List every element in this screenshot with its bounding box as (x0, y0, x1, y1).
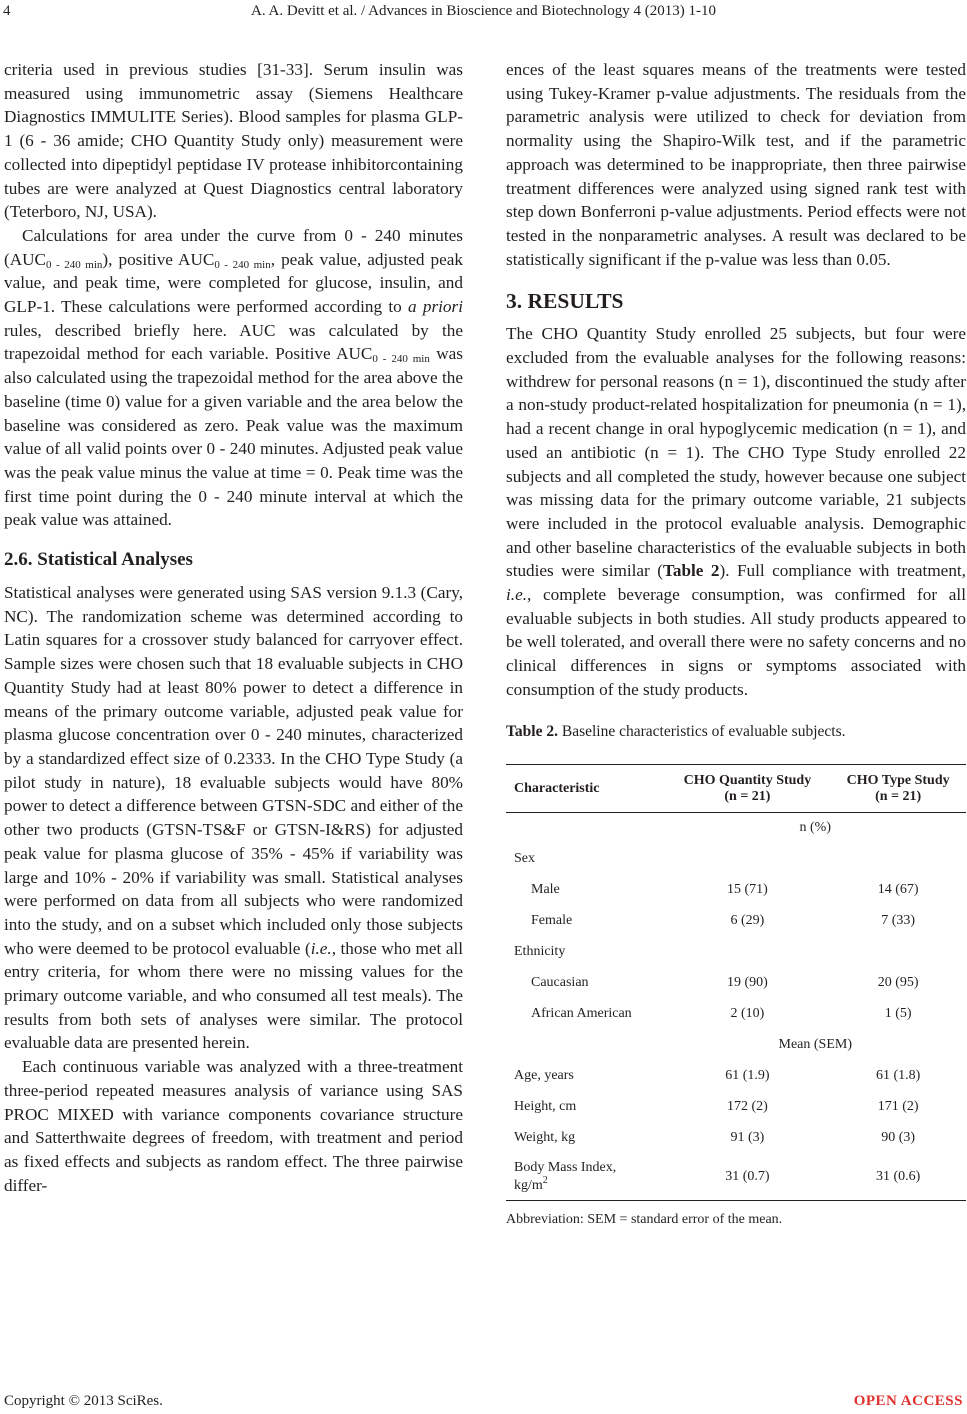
text-run: , peak value, adjusted peak value, and peak time, were completed for glucose, insulin, and GLP-1. These calculations were performed according to (4, 249, 464, 317)
paragraph-statistical-analyses (4, 581, 463, 1055)
text-run: , those who met all entry criteria, for whom there were no missing values for the primary outcome variable, and who consumed all test meals). The results from both sets of analyses were similar. The protocol evaluable data are presented herein. (4, 938, 463, 1053)
baseline-characteristics-table (506, 764, 966, 1201)
text-run: ). Full compliance with treatment, (719, 561, 966, 581)
table-row (506, 1154, 966, 1201)
row-label: Weight, kg (514, 1130, 576, 1146)
cell-value: 31 (0.7) (725, 1168, 770, 1184)
text-run: Calculations for area under the curve from 0 - 240 minutes (AUC (4, 225, 463, 269)
subscript: 0 - 240 min (46, 258, 103, 271)
cell-value: 14 (67) (877, 882, 919, 898)
text-run: was also calculated using the trapezoidal method for the area above the baseline (time 0) value for a given variable and the area below the baseline was considered as zero. Peak value was the maximum value of all valid points over 0 - 240 minutes. Adjusted peak value was the peak value minus the value at time = 0. Peak time was the first time point during the 0 - 240 minute interval at which the peak value was attained. (4, 344, 463, 530)
paragraph-results (506, 322, 966, 701)
table-row (506, 999, 966, 1030)
text-run: The CHO Quantity Study enrolled 25 subjects, but four were excluded from the evaluable analyses for the following reasons: withdrew for personal reasons (n = 1), discontinued the study after a non-study product-related hospitalization for pneumonia (n = 1), had a recent change in oral hypoglycemic medication (n = 1), and used an antibiotic (n = 1). The CHO Type Study enrolled 22 subjects and all completed the study, however because one subject was missing data for the primary outcome variable, 21 subjects were included in the protocol evaluable analysis. Demographic and other baseline characteristics of the evaluable subjects in both studies were similar ( (506, 324, 966, 581)
italic-text: a priori (408, 297, 463, 317)
column-header-text: CHO Type Study (846, 772, 950, 788)
table-row (506, 1061, 966, 1092)
row-label-line: Body Mass Index, (514, 1159, 617, 1175)
cell-value: 172 (2) (727, 1099, 768, 1115)
section-heading-results: 3. RESULTS (506, 289, 624, 314)
table-caption-text: Baseline characteristics of evaluable subjects. (557, 722, 846, 740)
section-label-mean-sem: Mean (SEM) (778, 1037, 853, 1053)
cell-value: 91 (3) (730, 1130, 765, 1146)
left-column (4, 58, 463, 1197)
text-run: ), positive AUC (102, 249, 215, 269)
open-access-label: OPEN ACCESS (853, 1393, 963, 1409)
table-row (506, 1123, 966, 1154)
table-row (506, 906, 966, 937)
table-section-row (506, 1030, 966, 1061)
right-column (506, 58, 966, 1229)
cell-value: 2 (10) (730, 1006, 765, 1022)
subscript: 0 - 240 min (372, 353, 430, 366)
paragraph-pairwise-differences: ences of the least squares means of the treatments were tested using Tukey-Kramer p-value adjustments. The residuals from the parametric analysis were utilized to check for deviation from normality using the Shapiro-Wilk test, and if the parametric approach was determined to be inappropriate, then three pairwise treatment differences were analyzed using signed rank test with step down Bonferroni p-value adjustments. Period effects were not tested in the nonparametric analyses. A result was declared to be statistically significant if the p-value was less than 0.05. (506, 60, 966, 269)
cell-value: 90 (3) (881, 1130, 916, 1146)
column-header-cho-type (830, 764, 966, 812)
column-header-n: (n = 21) (724, 788, 771, 804)
page-number: 4 (3, 3, 11, 19)
text-run: Statistical analyses were generated using SAS version 9.1.3 (Cary, NC). The randomization scheme was determined according to Latin squares for a crossover study balanced for carryover effect. Sample sizes were chosen such that 18 evaluable subjects in CHO Quantity Study had at least 80% power to detect a difference in means of the primary outcome variable, adjusted peak value for plasma glucose concentration over 0 - 240 minutes, characterized by a standardized effect size of 0.2333. In the CHO Type Study (a pilot study in nature), 18 evaluable subjects would have 80% power to detect a difference between GTSN-SDC and either of the other two products (GTSN-TS&F or GTSN-I&RS) for adjusted peak value for plasma glucose of 35% - 45% if variability was large and 10% - 20% if variability was small. Statistical analyses were performed on data from all subjects who were randomized into the study, and on a subset which included only those subjects who were deemed to be protocol evaluable ( (4, 583, 463, 958)
table-section-row (506, 812, 966, 844)
table-header-row (506, 764, 966, 812)
cell-value: 7 (33) (881, 913, 916, 929)
cell-value: 61 (1.8) (875, 1068, 921, 1084)
cell-value: 15 (71) (727, 882, 768, 898)
cell-value: 20 (95) (877, 975, 919, 991)
group-label-sex: Sex (514, 851, 535, 867)
superscript: 2 (542, 1174, 548, 1186)
column-header-n: (n = 21) (875, 788, 922, 804)
running-head: A. A. Devitt et al. / Advances in Bioscience and Biotechnology 4 (2013) 1-10 (251, 3, 716, 19)
row-label (506, 1154, 665, 1201)
row-label: Female (531, 913, 573, 929)
cell-value: 1 (5) (884, 1006, 912, 1022)
paragraph-anova: Each continuous variable was analyzed with a three-treatment three-period repeated measures analysis of variance using SAS PROC MIXED with variance components covariance structure and Satterthwaite degrees of freedom, with treatment and period as fixed effects and subjects as random effect. The three pairwise differ- (4, 1057, 463, 1195)
column-header-characteristic: Characteristic (514, 780, 600, 796)
row-label: African American (531, 1006, 632, 1022)
row-label: Age, years (514, 1068, 574, 1084)
cell-value: 171 (2) (877, 1099, 919, 1115)
text-run: rules, described briefly here. AUC was calculated by the trapezoidal method for each variable. Positive AUC (4, 320, 463, 364)
cell-value: 31 (0.6) (875, 1168, 921, 1184)
row-label: Height, cm (514, 1099, 577, 1115)
copyright-notice: Copyright © 2013 SciRes. (4, 1393, 163, 1409)
paragraph-auc-calculations (4, 224, 463, 532)
column-header-cho-quantity (665, 764, 831, 812)
group-label-ethnicity: Ethnicity (514, 944, 566, 960)
italic-text: i.e. (506, 585, 527, 605)
italic-text: i.e. (310, 938, 332, 958)
table-group-row (506, 844, 966, 875)
paragraph-methods-continued: criteria used in previous studies [31-33]. Serum insulin was measured using immunometric assay (Siemens Healthcare Diagnostics IMMULITE Series). Blood samples for plasma GLP-1 (6 - 36 amide; CHO Quantity Study only) measurement were collected into dipeptidyl peptidase IV protease inhibitorcontaining tubes are were analyzed at Quest Diagnostics central laboratory (Teterboro, NJ, USA). (4, 60, 463, 222)
row-label: Male (531, 882, 560, 898)
section-label-n-percent: n (%) (799, 820, 832, 836)
row-label-unit: kg/m (514, 1177, 543, 1193)
page-header (0, 0, 967, 32)
row-label: Caucasian (531, 975, 589, 991)
subscript: 0 - 240 min (214, 258, 271, 271)
table-reference: Table 2 (662, 561, 720, 581)
page-footer (0, 1393, 967, 1414)
table-group-row (506, 937, 966, 968)
table-footnote: Abbreviation: SEM = standard error of the mean. (506, 1211, 783, 1227)
cell-value: 61 (1.9) (725, 1068, 770, 1084)
table-row (506, 1092, 966, 1123)
table-row (506, 968, 966, 999)
section-heading-statistical-analyses: 2.6. Statistical Analyses (4, 549, 193, 571)
column-header-text: CHO Quantity Study (683, 772, 812, 788)
table-row (506, 875, 966, 906)
cell-value: 6 (29) (730, 913, 765, 929)
table-caption (506, 722, 966, 742)
table-caption-label: Table 2. (506, 722, 558, 740)
text-run: , complete beverage consumption, was confirmed for all evaluable subjects in both studies. All study products appeared to be well tolerated, and overall there were no safety concerns and no clinical differences in signs or symptoms associated with consumption of the study products. (506, 585, 966, 699)
cell-value: 19 (90) (727, 975, 768, 991)
